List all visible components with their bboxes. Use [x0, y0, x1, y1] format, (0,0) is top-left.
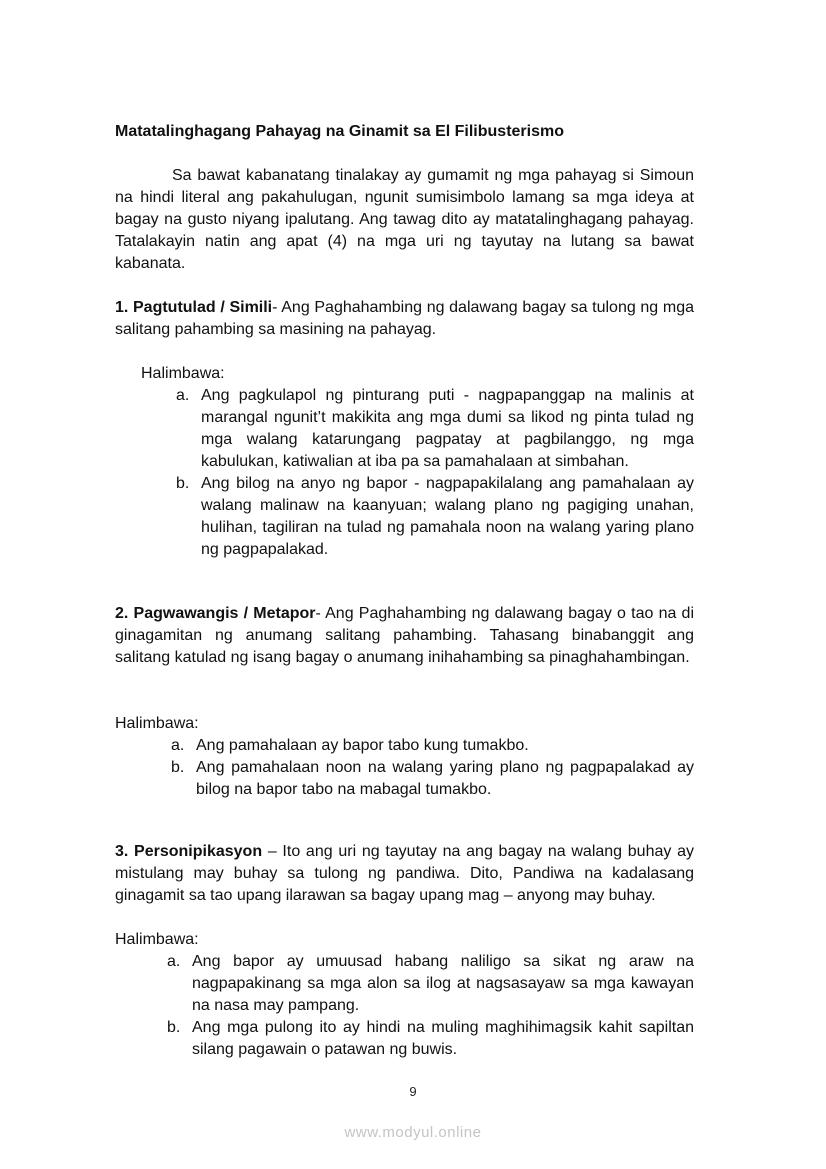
list-item	[171, 735, 694, 757]
section-1-example-label: Halimbawa:	[141, 365, 225, 382]
section-1-examples	[176, 385, 694, 561]
list-item-text: Ang pagkulapol ng pinturang puti - nagpapanggap na malinis at marangal ngunit’t makikita ang mga dumi sa likod ng pinta tulad ng mga walang katarungang pagpatay at pagbilanggo, ng mga kabulukan, katiwalian at iba pa sa pamahalaan at simbahan.	[201, 387, 694, 470]
list-item-text: Ang bilog na anyo ng bapor - nagpapakilalang ang pamahalaan ay walang malinaw na kaanyuan; walang plano ng pagiging unahan, hulihan, tagiliran na tulad ng pamahala noon na walang yaring plano ng pagpapalakad.	[201, 475, 694, 558]
intro-paragraph: Sa bawat kabanatang tinalakay ay gumamit ng mga pahayag si Simoun na hindi literal ang pakahulugan, ngunit sumisimbolo lamang sa mga ideya at bagay na gusto niyang ipalutang. Ang tawag dito ay matatalinghagang pahayag. Tatalakayin natin ang apat (4) na mga uri ng tayutay na lutang sa bawat kabanata.	[115, 167, 694, 272]
list-item-text: Ang pamahalaan noon na walang yaring plano ng pagpapalakad ay bilog na bapor tabo na mabagal tumakbo.	[196, 759, 694, 798]
section-2-example-label: Halimbawa:	[115, 715, 199, 732]
section-3-definition	[115, 841, 694, 907]
section-2-examples	[171, 735, 694, 801]
list-item-text: Ang mga pulong ito ay hindi na muling maghihimagsik kahit sapiltan silang pagawain o patawan ng buwis.	[192, 1019, 694, 1058]
section-1-heading: 1. Pagtutulad / Simili	[115, 299, 273, 316]
list-item	[167, 1017, 694, 1061]
section-1-definition	[115, 297, 694, 341]
list-marker: b.	[167, 1019, 181, 1036]
section-3-examples	[167, 951, 694, 1061]
section-3-text: – Ito ang uri ng tayutay na ang bagay na walang buhay ay mistulang may buhay sa tulong ng pandiwa. Dito, Pandiwa na kadalasang ginagamit sa tao upang ilarawan sa bagay upang mag – anyong may buhay.	[115, 843, 694, 904]
list-item	[171, 757, 694, 801]
section-3-example-label: Halimbawa:	[115, 931, 199, 948]
section-2-heading: 2. Pagwawangis / Metapor	[115, 605, 316, 622]
section-2-text: - Ang Paghahambing ng dalawang bagay o tao na di ginagamitan ng anumang salitang pahambing. Tahasang binabanggit ang salitang katulad ng isang bagay o anumang inihahambing sa pinaghahambingan.	[115, 605, 694, 666]
list-item	[176, 473, 694, 561]
list-marker: a.	[176, 387, 190, 404]
watermark: www.modyul.online	[344, 1124, 482, 1141]
list-item	[176, 385, 694, 473]
section-1-text: - Ang Paghahambing ng dalawang bagay sa tulong ng mga salitang pahambing sa masining na pahayag.	[115, 299, 695, 338]
document-title: Matatalinghagang Pahayag na Ginamit sa El Filibusterismo	[115, 123, 564, 140]
list-marker: a.	[171, 737, 185, 754]
list-item-text: Ang pamahalaan ay bapor tabo kung tumakbo.	[196, 737, 529, 754]
list-marker: b.	[171, 759, 185, 776]
section-2-definition	[115, 603, 694, 669]
list-marker: a.	[167, 953, 181, 970]
list-item-text: Ang bapor ay umuusad habang naliligo sa sikat ng araw na nagpapakinang sa mga alon sa ilog at nagsasayaw sa mga kawayan na nasa may pampang.	[192, 953, 694, 1014]
list-marker: b.	[176, 475, 190, 492]
page-number: 9	[409, 1084, 417, 1099]
section-3-heading: 3. Personipikasyon	[115, 843, 263, 860]
list-item	[167, 951, 694, 1017]
